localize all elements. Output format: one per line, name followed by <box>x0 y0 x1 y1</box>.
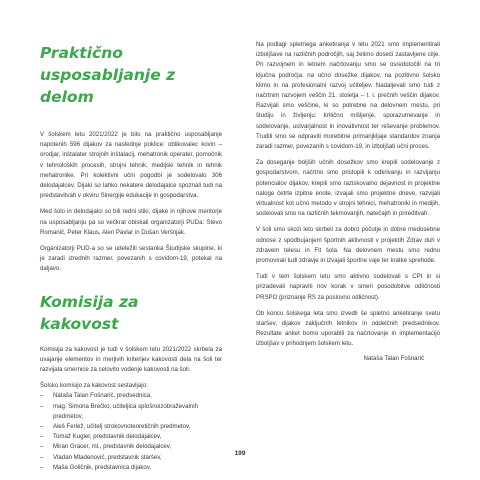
right-column <box>256 40 440 364</box>
paragraph: V šoli smo skozi leto skrbeli za dobro počutje in dobre medosebne odnose z spodbujanjem športnih aktivnosti v projektih Zdrav duh v zdravem telesu in Fit šola. Na delovnem mestu smo redno promovirali tudi zdravje in izvajali športne vaje ter kratke sprehode. <box>256 226 440 265</box>
left-column <box>40 40 222 473</box>
section-heading-quality-commission: Komisija za kakovost <box>40 292 139 333</box>
list-item: – Miran Gracer, ml., predstavnik delodajalcev, <box>40 442 222 452</box>
list-item: – mag. Simona Brečko, učiteljica splošnoizobraževalnih predmetov, <box>40 402 222 422</box>
list-item: – Aleš Ferlež, učitelj strokovnoteoretičnih predmetov, <box>40 422 222 432</box>
paragraph: Tudi v tem šolskem letu smo aktivno sodelovali s CPI in si prizadevali napraviti nov korak v smeri posodobitve odličnosti PRSPO (priznanje RS za poslovno odličnost). <box>256 273 440 301</box>
page-number: 199 <box>234 450 246 457</box>
commission-members-list <box>40 391 222 473</box>
paragraph: Šolsko komisijo za kakovost sestavljajo: <box>40 382 148 390</box>
paragraph: Za doseganje boljših učnih dosežkov smo krepili sodelovanje z gospodarstvom, načrtno smo pristopili k odkrivanju in razvijanju potencialov dijakov, krepili smo raziskovalno dejavnost in projektne naloge četrte izpitne enote, izvajali smo projektne dneve, razvijali virtualnost kot učno metodo v strojni tehnici, mehatroniki in medijih, sodelovali smo na različnih tekmovanjih, natečajih in prireditvah. <box>256 159 440 218</box>
list-item: – Nataša Talan Fošnarič, predsednica, <box>40 391 222 401</box>
paragraph: Organizatorji PUD-a so se udeležili sestanka Študijske skupine, ki je zaradi izrednih razmer, povezanih s covidom-19, potekal na daljavo. <box>40 245 222 273</box>
paragraph: V šolskem letu 2021/2022 je bilo na praktično usposabljanje napotenih 596 dijakov za naslednje poklice: oblikovalec kovin – orodjar, inštalater strojnih inštalacij, mehatronik operater, pomočnik v tehnoloških procesih, strojni tehnik, medijski tehnik in tehnik mehatronike. Pri kolektivni učni pogodbi je sodelovalo 306 delodajalcev. Dijaki so lahko nekatere delodajalce spoznali tudi na predstavitvah v okviru Sinergije edukacije in gospodarstva. <box>40 131 222 200</box>
paragraph: Ob koncu šolskega leta smo izvedli še spletno anketiranje svetu staršev, dijakov zaključnih letnikov in oddelčnih predsednikov. Rezultate anket bomo uporabili za načrtovanje in implementacijo izboljšav v prihodnjem šolskem letu. <box>256 309 440 348</box>
list-item: – Vladan Mladenović, predstavnik staršev, <box>40 453 222 463</box>
section-heading-practical-training: Praktično usposabljanje z delom <box>40 44 176 106</box>
paragraph: Med šolo in delodajalci so bili redni stiki, dijake in njihove mentorje na usposabljanju pa so večkrat obiskali organizatorji PUDa: Stevo Romanič, Peter Klaus, Alen Pavlar in Dušan Veršnjak. <box>40 208 222 236</box>
list-item: – Maša Goličnik, predstavnica dijakov. <box>40 463 222 473</box>
paragraph: Na podlagi spletnega anketiranja v letu 2021 smo implementirali izboljšave na različnih področjih, saj želimo doseči zastavljene cilje. Pri razvojnem in letnem načrtovanju smo se osredotočili na tri ključna področja: na učno dosežke dijakov, na pozitivno šolsko klimo in na profesionalni razvoj učiteljev. Nadaljevali smo tudi z načrtnim razvojem veščin 21. stoletja – t. i. prečnih veščin dijakov. Razvijali smo veščine, ki so potrebne na delovnem mestu, pri študiju in življenju: kritično mišljenje, sporazumevanje in sodelovanje, ustvarjalnost in inovativnost ter reševanje problemov. Trudili smo se odpraviti morebitne primanjkljaje standardov znanja zaradi razmer, povezanih s covidom-19, in izboljšati učni proces. <box>256 41 440 151</box>
signature: Nataša Talan Fošnarič <box>363 354 424 362</box>
paragraph: Komisija za kakovost je tudi v šolskem letu 2021/2022 skrbela za uvajanje elementov in merjivih kriterijev kakovosti dela na šoli ter razvijala smernice za celovito vodenje kakovosti na šoli. <box>40 345 222 374</box>
list-item: – Tomaž Kugler, predstavnik delodajalcev, <box>40 432 222 442</box>
